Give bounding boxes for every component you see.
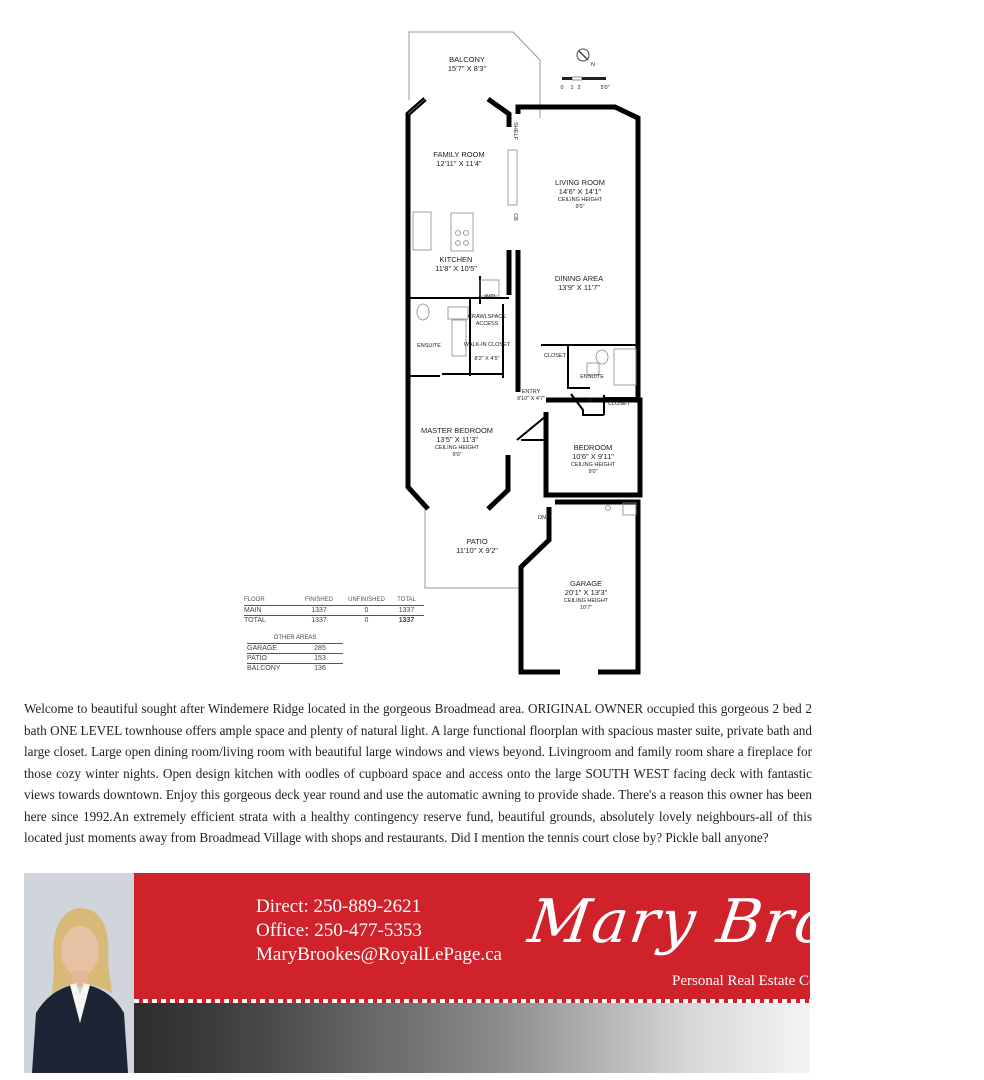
cl-label: CL [586,398,594,404]
table-row [244,605,424,615]
bedroom-dims: 10'6" X 9'11" [572,452,614,461]
bedroom-name: BEDROOM [573,443,613,452]
scale-tick-0: 0 [560,85,564,91]
bedroom-ceiling-label: CEILING HEIGHT [570,462,616,468]
agent-email[interactable]: MaryBrookes@RoyalLePage.ca [256,944,502,965]
other-areas-title: OTHER AREAS [273,635,317,641]
wd-label: W/D [484,294,496,300]
master-bedroom-ceiling: 9'0" [452,452,462,458]
row-total: 1337 [398,607,415,614]
office-phone[interactable]: Office: 250-477-5353 [256,920,422,941]
balcony-name: BALCONY [449,55,485,64]
kitchen-dims: 11'8" X 10'5" [435,264,477,273]
other-area-name: BALCONY [247,665,281,672]
north-arrow [577,49,595,68]
entry-dims: 9'10" X 4'7" [516,396,546,402]
living-room-dims: 14'6" X 14'1" [558,187,602,196]
dn-label: DN [538,515,546,521]
interior-walls [408,276,638,440]
area-table-header [244,596,424,605]
bedroom-ceiling: 9'0" [588,469,598,475]
garage-dims: 20'1" X 13'3" [564,588,608,597]
area-table [244,596,424,625]
entry-name: ENTRY [521,389,541,395]
header-finished: FINISHED [304,597,333,603]
table-row [247,663,343,673]
agent-red-panel [134,873,984,999]
master-bedroom-ceiling-label: CEILING HEIGHT [434,445,480,451]
living-room-name: LIVING ROOM [554,178,606,187]
living-room-ceiling-label: CEILING HEIGHT [557,197,603,203]
other-area-value: 153 [314,655,326,662]
garage-ceiling: 10'7" [579,605,593,611]
other-area-name: PATIO [247,655,267,662]
exterior-walls [408,99,640,672]
other-area-value: 136 [314,665,326,672]
patio-dims: 11'10" X 9'2" [456,546,498,555]
garage-ceiling-label: CEILING HEIGHT [563,598,609,604]
closet-2-label: CLOSET [607,401,631,407]
scale-tick-1: 1 [570,85,574,91]
agent-signature-logo: Mary Brookes [524,887,984,957]
row-finished: 1337 [311,607,327,614]
row-finished: 1337 [311,617,327,624]
balcony-dims: 15'7" X 8'3" [447,64,487,73]
walk-in-closet-dims: 8'2" X 4'5" [474,356,500,362]
row-unfinished: 0 [364,607,369,614]
direct-phone[interactable]: Direct: 250-889-2621 [256,896,422,917]
crawlspace-label: CRAWLSPACE [468,314,506,320]
corporation-name: Personal Real Estate Corporation [672,973,872,989]
scale-bar [560,77,609,91]
table-row [247,653,343,663]
family-room-dims: 12'11" X 11'4" [436,159,482,168]
agent-footer [24,873,984,1073]
scale-tick-2: 2 [577,85,581,91]
family-room-name: FAMILY ROOM [433,150,485,159]
table-row [247,643,343,653]
cb-label: CB [512,213,518,221]
access-label: ACCESS [475,321,499,327]
row-total: 1337 [398,617,415,624]
row-unfinished: 0 [364,617,369,624]
header-floor: FLOOR [244,597,265,603]
walk-in-closet-name: WALK-IN CLOSET [463,342,511,348]
header-unfinished: UNFINISHED [348,597,385,603]
closet-1-label: CLOSET [543,353,567,359]
listing-description: Welcome to beautiful sought after Windemere Ridge located in the gorgeous Broadmead area. ORIGINAL OWNER occupied this gorgeous 2 bed 2 bath ONE LEVEL townhouse offers ample space and plenty of natural light. A large functional floorplan with spacious master suite, private bath and large closet. Large open dining room/living room with beautiful large windows and views beyond. Livingroom and family room share a fireplace for those cozy winter nights. Open design kitchen with oodles of cupboard space and access onto the large SOUTH WEST facing deck with fantastic views towards downtown. Enjoy this gorgeous deck year round and use the automatic awning to provide shade. There's a reason this owner has been here since 1992.An extremely efficient strata with a healthy contingency reserve fund, beautiful grounds, absolutely lovely neighbours-all of this located just moments away from Broadmead Village with shops and restaurants. Did I mention the tennis court close by? Pickle ball anyone? [24,701,812,845]
shelf-label: SHELF [512,122,518,140]
garage-name: GARAGE [569,579,603,588]
row-floor: TOTAL [244,617,266,624]
other-areas-table [247,634,343,673]
master-bedroom-name: MASTER BEDROOM [420,426,494,435]
other-area-name: GARAGE [247,645,277,652]
living-room-ceiling: 9'0" [575,204,585,210]
table-row [244,615,424,625]
agent-contact [256,895,502,967]
ensuite-master-label: ENSUITE [417,343,441,349]
north-label: N [591,62,595,68]
patio-name: PATIO [466,537,488,546]
row-floor: MAIN [244,607,262,614]
ensuite-second-label: ENSUITE [580,374,604,380]
dining-area-name: DINING AREA [554,274,604,283]
gradient-band [24,1003,810,1073]
scale-tick-5ft: 5'0" [600,85,610,91]
master-bedroom-dims: 13'5" X 11'3" [436,435,478,444]
dining-area-dims: 13'9" X 11'7" [558,283,600,292]
other-area-value: 285 [314,645,326,652]
header-total: TOTAL [397,597,416,603]
kitchen-name: KITCHEN [439,255,473,264]
agent-photo [24,873,134,1073]
